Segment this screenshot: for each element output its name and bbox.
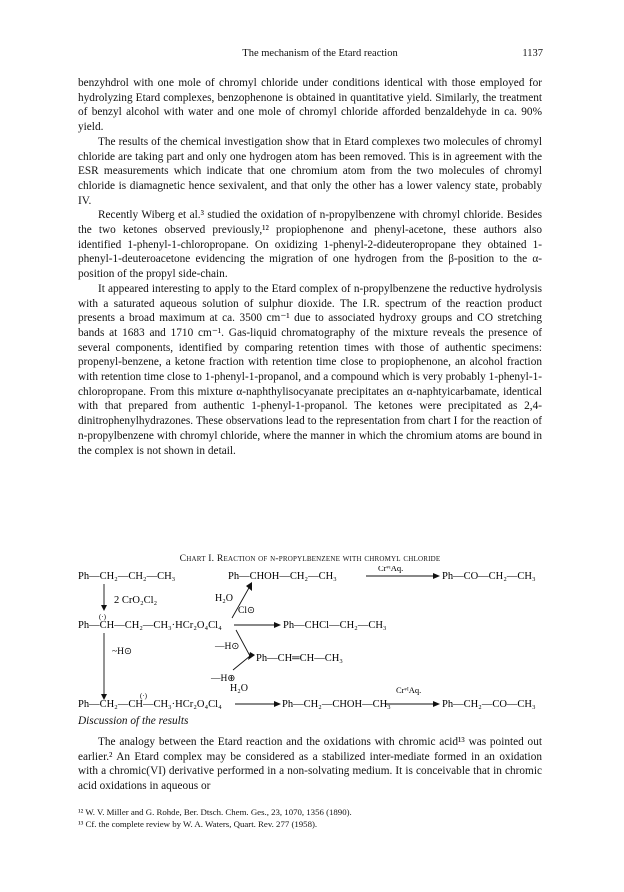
- radical1-label: (·): [99, 613, 106, 621]
- paragraph-2: The results of the chemical investigation show that in Etard complexes two molecules of chromyl chloride are taking part and only one hydrogen atom has been removed. This is in agreement with the ESR measurements which indicate that one chromium atom from the two molecules of chromyl chloride is diamagnetic hence sexivalent, and that only the other has a lower valency state, probably IV.: [78, 135, 542, 207]
- cl-minus-label: Cl⊙: [238, 606, 255, 616]
- footnote-13: ¹³ Cf. the complete review by W. A. Waters, Quart. Rev. 277 (1958).: [78, 818, 318, 829]
- footnotes: [78, 807, 542, 831]
- arrowhead-reagent: [101, 605, 107, 611]
- ketone1-label: Ph—CO—CH₂—CH₃: [442, 571, 536, 582]
- arrowhead-ketone2: [433, 701, 440, 707]
- arrow-to-propenyl-a: [233, 656, 250, 670]
- arrowhead-alcohol2: [274, 701, 281, 707]
- complex1-ch: CH: [99, 620, 115, 631]
- propenyl-label: Ph—CH═CH—CH₃: [256, 653, 343, 664]
- paragraph-1: benzyhdrol with one mole of chromyl chloride under conditions identical with those employed for hydrolyzing Etard complexes, benzophenone is obtained in quantitative yield. Similarly, the treatment of benzyl alcohol with water and one mole of chromyl chloride afforded benzaldehyde in ca. 90% yield.: [78, 77, 542, 134]
- alcohol1-label: Ph—CHOH—CH₂—CH₃: [228, 571, 337, 582]
- alcohol2-label: Ph—CH₂—CHOH—CH₃: [282, 699, 391, 710]
- radical2-label: (·): [140, 692, 147, 700]
- propylbenzene-label: Ph—CH₂—CH₂—CH₃: [78, 571, 176, 582]
- minus-h-low-label: —H⊕: [211, 674, 236, 684]
- complex2-suffix: —CH₃·HCr₂O₄Cl₄: [142, 699, 222, 710]
- page-header: [97, 48, 543, 62]
- discussion-heading: Discussion of the results: [78, 715, 189, 727]
- paragraph-3: Recently Wiberg et al.³ studied the oxidation of n-propylbenzene with chromyl chloride. Besides the two ketones observed previously,¹² propiophenone and phenyl-acetone, these authors also identified 1-phenyl-1-chloropropane. On oxidizing 1-phenyl-2-dideuteropropane they obtained 1-phenyl-1-deuteroacetone evidencing the migration of one hydrogen from the β-position to the α-position of the propyl side-chain.: [78, 209, 542, 281]
- arrowhead-ketone1: [433, 573, 440, 579]
- ketone2-label: Ph—CH₂—CO—CH₃: [442, 699, 536, 710]
- complex2-prefix: Ph—CH₂—: [78, 699, 129, 710]
- cr6-bottom-label: CrᵛᴵAq.: [396, 685, 422, 695]
- body-text: [78, 76, 542, 458]
- complex1-suffix: —CH₂—CH₃·HCr₂O₄Cl₄: [114, 620, 222, 631]
- chart-caption: Chart I. Reaction of n-propylbenzene with chromyl chloride: [179, 553, 441, 564]
- h2o-top-label: H₂O: [215, 593, 233, 604]
- footnote-12: ¹² W. V. Miller and G. Rohde, Ber. Dtsch. Chem. Ges., 23, 1070, 1356 (1890).: [78, 807, 352, 817]
- paragraph-5: The analogy between the Etard reaction and the oxidations with chromic acid¹³ was pointed out earlier.² An Etard complex may be considered as a stabilized inter-mediate formed in an oxidation with a chromic(VI) derivative performed in a non-solvating medium. It is conceivable that in chromic acid oxidations in aqueous or: [78, 736, 542, 793]
- cr6-top-label: CrᵛᴵAq.: [378, 566, 404, 573]
- complex1-label: [78, 620, 222, 631]
- arrowhead-propenyl: [248, 652, 255, 660]
- paragraph-4: It appeared interesting to apply to the Etard complex of n-propylbenzene the reductive hydrolysis with a saturated aqueous solution of sulphur dioxide. The I.R. spectrum of the reaction product presents a broad maximum at ca. 3500 cm⁻¹ due to associated hydroxy groups and CO stretching bands at 1683 and 1710 cm⁻¹. Gas-liquid chromatography of the mixture reveals the presence of several components, identified by comparing retention times with those of authentic specimens: propenyl-benzene, a ketone fraction with retention time close to propiophenone, an alcohol fraction with retention time close to 1-phenyl-1-propanol, and a compound which is very probably 1-phenyl-1-chloropropane. From this mixture α-naphthylisocyanate precipitates an α-naphtyicarbamate, identical with that prepared from authentic 1-phenyl-1-propanol. The ketones were precipitated as 2,4-dinitrophenylhydrazones. These observations lead to the representation from chart I for the reaction of n-propylbenzene with chromyl chloride, where the manner in which the chromium atoms are bound in the complex is not shown in detail.: [78, 282, 542, 457]
- reaction-scheme: [78, 566, 548, 711]
- chloro-label: Ph—CHCl—CH₂—CH₃: [283, 620, 387, 631]
- page-number: 1137: [522, 48, 543, 59]
- arrowhead-alcohol1: [246, 582, 252, 591]
- minus-h-mid-label: —H⊙: [215, 642, 240, 652]
- h2o-bottom-label: H₂O: [230, 683, 248, 694]
- complex1-prefix: Ph—: [78, 620, 100, 631]
- complex2-ch: CH: [128, 699, 143, 710]
- shift-h-label: ~H⊙: [112, 647, 132, 657]
- running-title: The mechanism of the Etard reaction: [242, 48, 398, 59]
- body-text-2: [78, 735, 542, 794]
- complex2-label: [78, 699, 222, 710]
- reagent-label: 2 CrO₂Cl₂: [114, 595, 158, 606]
- arrowhead-chloro: [274, 622, 281, 628]
